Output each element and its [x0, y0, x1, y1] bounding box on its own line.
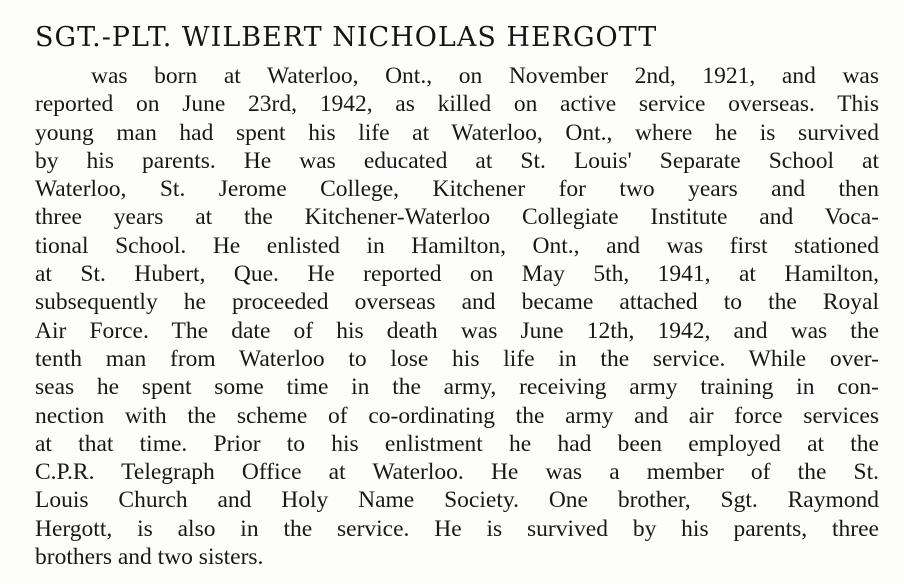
text-line: subsequently he proceeded overseas and became attached to the Royal [35, 289, 879, 316]
text-line: by his parents. He was educated at St. Louis' Separate School at [35, 147, 879, 174]
text-line: Louis Church and Holy Name Society. One brother, Sgt. Raymond [35, 487, 879, 514]
biography-paragraph [35, 62, 879, 571]
text-line: C.P.R. Telegraph Office at Waterloo. He was a member of the St. [35, 459, 879, 486]
text-line: Hergott, is also in the service. He is survived by his parents, three [35, 515, 879, 542]
text-line: tional School. He enlisted in Hamilton, Ont., and was first stationed [35, 232, 879, 259]
text-line: tenth man from Waterloo to lose his life in the service. While over- [35, 345, 879, 372]
text-line: at that time. Prior to his enlistment he had been employed at the [35, 430, 879, 457]
text-line: brothers and two sisters. [35, 544, 264, 571]
text-line: reported on June 23rd, 1942, as killed on active service overseas. This [35, 91, 879, 118]
text-line: young man had spent his life at Waterloo, Ont., where he is survived [35, 119, 879, 146]
text-line: at St. Hubert, Que. He reported on May 5th, 1941, at Hamilton, [35, 261, 879, 288]
text-line: three years at the Kitchener-Waterloo Collegiate Institute and Voca- [35, 204, 879, 231]
text-line: seas he spent some time in the army, receiving army training in con- [35, 374, 879, 401]
text-line: was born at Waterloo, Ont., on November 2nd, 1921, and was [91, 63, 879, 89]
page-title: SGT.-PLT. WILBERT NICHOLAS HERGOTT [35, 22, 658, 53]
text-line: Air Force. The date of his death was June 12th, 1942, and was the [35, 317, 879, 344]
text-line: Waterloo, St. Jerome College, Kitchener for two years and then [35, 176, 879, 203]
text-line: nection with the scheme of co-ordinating the army and air force services [35, 402, 879, 429]
